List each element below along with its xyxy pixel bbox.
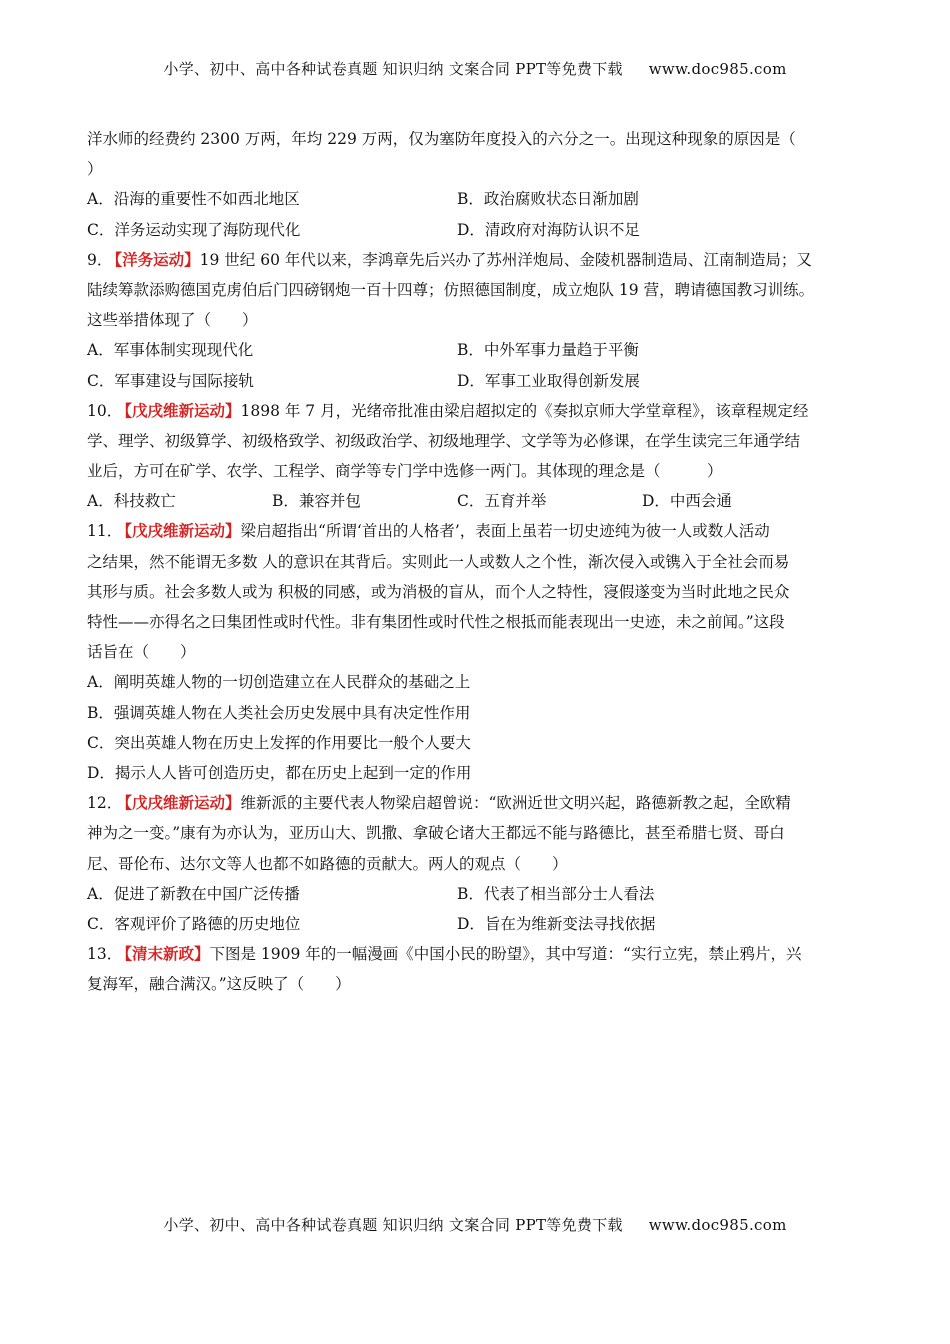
question-12-stem-line [87, 788, 867, 818]
question-9 [87, 245, 867, 396]
question-12-stem-line: 神为之一变。”康有为亦认为，亚历山大、凯撒、拿破仑诸大王都远不能与路德比，甚至希腊七贤、哥白 [87, 824, 785, 843]
question-11-stem-line: 话旨在（ ） [87, 643, 196, 662]
question-11-option-d[interactable]: D．揭示人人皆可创造历史，都在历史上起到一定的作用 [87, 763, 472, 782]
question-10-stem-line: 学、理学、初级算学、初级格致学、初级政治学、初级地理学、文学等为必修课，在学生读完三年通学结 [87, 431, 801, 450]
question-8-option-c[interactable]: C．洋务运动实现了海防现代化 [87, 220, 301, 239]
question-11-text: 梁启超指出“所谓‘首出的人格者’，表面上虽若一切史迹纯为彼一人或数人活动 [240, 522, 770, 541]
question-8-stem-line: ） [87, 160, 103, 179]
question-10-stem-line [87, 396, 867, 426]
question-11-topic-tag: 【戊戌维新运动】 [124, 521, 241, 541]
question-8-option-a[interactable]: A．沿海的重要性不如西北地区 [87, 190, 300, 209]
question-12-text: 维新派的主要代表人物梁启超曾说：“欧洲近世文明兴起，路德新教之起，全欧精 [240, 794, 791, 813]
question-12-options-row [87, 909, 867, 939]
question-12-options-row [87, 879, 867, 909]
question-10-number: 10． [87, 401, 123, 420]
question-9-stem-line [87, 245, 867, 275]
question-10-option-d[interactable]: D．中西会通 [642, 492, 732, 511]
question-10-topic-tag: 【戊戌维新运动】 [124, 400, 241, 420]
question-9-option-c[interactable]: C．军事建设与国际接轨 [87, 371, 254, 390]
footer-text: 小学、初中、高中各种试卷真题 知识归纳 文案合同 PPT等免费下载 [163, 1216, 623, 1234]
question-8-option-d[interactable]: D．清政府对海防认识不足 [457, 220, 640, 239]
question-9-stem-line: 这些举措体现了（ ） [87, 311, 258, 330]
question-12-option-b[interactable]: B．代表了相当部分士人看法 [457, 884, 655, 903]
question-11-number: 11． [87, 522, 123, 541]
page-footer [0, 1214, 950, 1235]
header-text: 小学、初中、高中各种试卷真题 知识归纳 文案合同 PPT等免费下载 [163, 60, 623, 78]
question-8-stem-line: 洋水师的经费约 2300 万两，年均 229 万两，仅为塞防年度投入的六分之一。出现这种现象的原因是（ [87, 130, 796, 148]
question-13 [87, 939, 867, 999]
question-8-option-b[interactable]: B．政治腐败状态日渐加剧 [457, 190, 639, 209]
question-11-option-b[interactable]: B．强调英雄人物在人类社会历史发展中具有决定性作用 [87, 703, 471, 722]
question-13-text: 下图是 1909 年的一幅漫画《中国小民的盼望》，其中写道：“实行立宪，禁止鸦片，兴 [209, 945, 802, 964]
question-9-option-b[interactable]: B．中外军事力量趋于平衡 [457, 341, 639, 360]
question-12-number: 12． [87, 794, 123, 813]
question-9-options-row [87, 366, 867, 396]
question-9-topic-tag: 【洋务运动】 [114, 249, 200, 269]
question-13-stem-line: 复海军，融合满汉。”这反映了（ ） [87, 975, 351, 994]
footer-site-link[interactable]: www.doc985.com [648, 1216, 787, 1234]
question-9-options-row [87, 335, 867, 365]
question-content [87, 124, 867, 999]
question-12-stem-line: 尼、哥伦布、达尔文等人也都不如路德的贡献大。两人的观点（ ） [87, 854, 568, 873]
question-9-option-a[interactable]: A．军事体制实现现代化 [87, 341, 254, 360]
question-12-topic-tag: 【戊戌维新运动】 [124, 793, 241, 813]
question-8-options-row [87, 184, 867, 214]
question-11-stem-line: 其形与质。社会多数人或为 积极的同感，或为消极的盲从，而个人之特性，寖假遂变为当时此地之民众 [87, 582, 790, 601]
question-9-number: 9． [87, 250, 113, 269]
question-11-stem-line: 之结果，然不能谓无多数 人的意识在其背后。实则此一人或数人之个性，渐次侵入或镌入于全社会而易 [87, 552, 790, 571]
question-12-option-c[interactable]: C．客观评价了路德的历史地位 [87, 914, 301, 933]
question-9-stem-line: 陆续筹款添购德国克虏伯后门四磅钢炮一百十四尊；仿照德国制度，成立炮队 19 营，聘请德国教习训练。 [87, 280, 815, 299]
question-11-stem-line [87, 516, 867, 546]
question-13-topic-tag: 【清末新政】 [124, 944, 210, 964]
question-10 [87, 396, 867, 517]
question-10-option-c[interactable]: C．五育并举 [457, 492, 547, 511]
page-header [0, 58, 950, 79]
question-13-stem-line [87, 939, 867, 969]
question-11 [87, 516, 867, 788]
question-13-number: 13． [87, 945, 123, 964]
question-10-options-row [87, 486, 867, 516]
question-12 [87, 788, 867, 939]
question-10-option-b[interactable]: B．兼容并包 [272, 492, 361, 511]
question-9-option-d[interactable]: D．军事工业取得创新发展 [457, 371, 640, 390]
question-10-stem-line: 业后，方可在矿学、农学、工程学、商学等专门学中选修一两门。其体现的理念是（ ） [87, 462, 723, 481]
question-12-option-d[interactable]: D．旨在为维新变法寻找依据 [457, 914, 656, 933]
header-site-link[interactable]: www.doc985.com [648, 60, 787, 78]
question-12-option-a[interactable]: A．促进了新教在中国广泛传播 [87, 884, 300, 903]
question-9-text: 19 世纪 60 年代以来，李鸿章先后兴办了苏州洋炮局、金陵机器制造局、江南制造局；又 [199, 250, 812, 269]
question-11-option-a[interactable]: A．阐明英雄人物的一切创造建立在人民群众的基础之上 [87, 673, 471, 692]
question-10-option-a[interactable]: A．科技救亡 [87, 492, 176, 511]
question-8 [87, 124, 867, 245]
question-11-stem-line: 特性——亦得名之曰集团性或时代性。非有集团性或时代性之根抵而能表现出一史迹，未之前闻。”这段 [87, 613, 785, 631]
question-11-option-c[interactable]: C．突出英雄人物在历史上发挥的作用要比一般个人要大 [87, 733, 471, 752]
question-8-options-row [87, 215, 867, 245]
question-10-text: 1898 年 7 月，光绪帝批准由梁启超拟定的《奏拟京师大学堂章程》，该章程规定经 [240, 401, 809, 420]
